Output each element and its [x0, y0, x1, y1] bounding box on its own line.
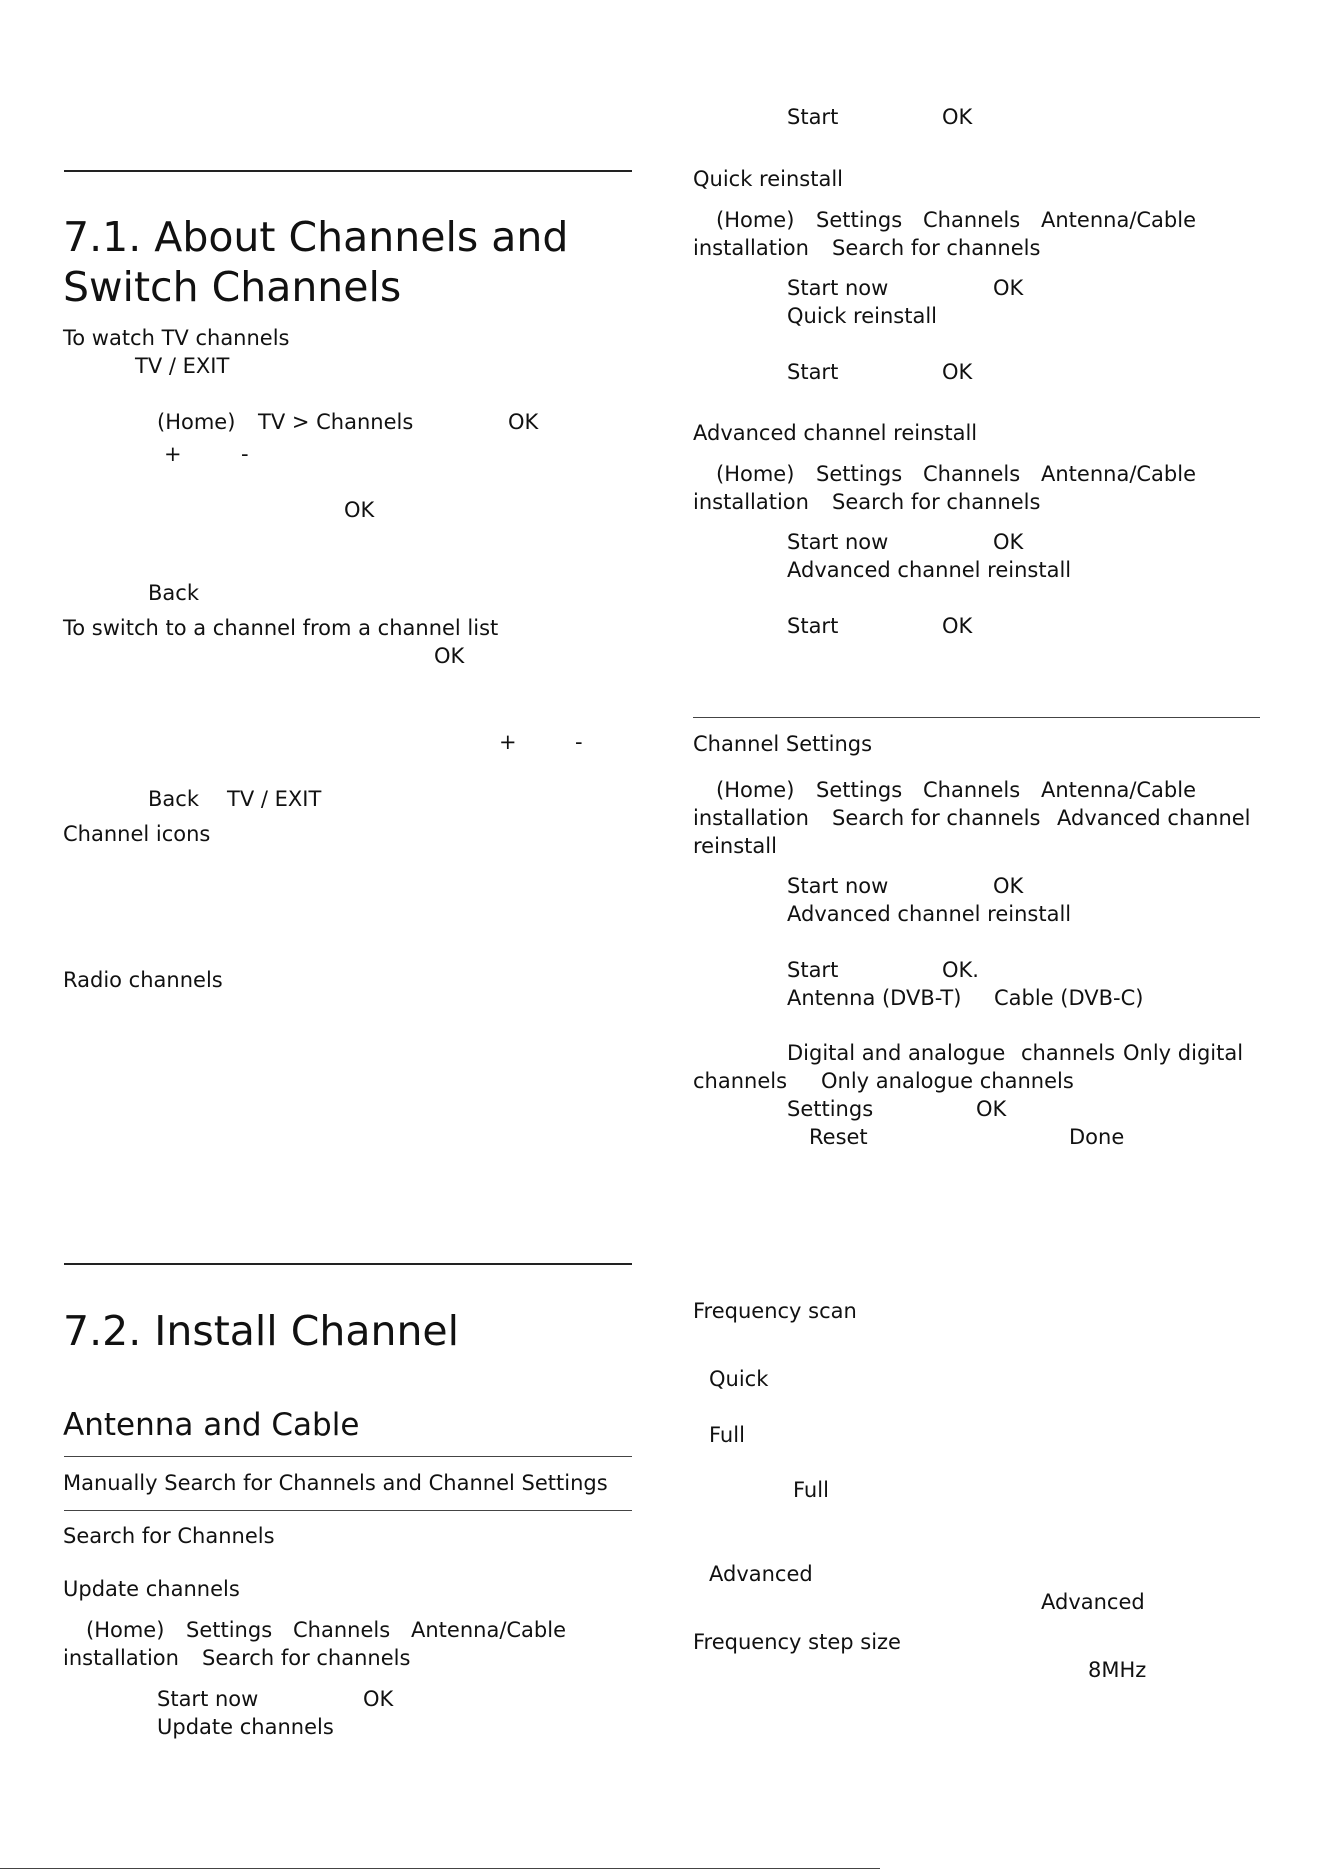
frequency-scan-heading: Frequency scan [693, 1299, 857, 1323]
ok-label: OK [976, 1097, 1007, 1121]
search-for-channels-label: Search for channels [832, 490, 1041, 514]
switch-channel-heading: To switch to a channel from a channel list [63, 616, 499, 640]
section-title-7-1-line2: Switch Channels [63, 263, 402, 311]
ok-label: OK [993, 530, 1024, 554]
quick-label: Quick [709, 1367, 769, 1391]
advanced-channel-label: Advanced channel [1057, 806, 1251, 830]
section-title-7-1-line1: 7.1. About Channels and [63, 213, 569, 261]
home-label: (Home) [86, 1618, 165, 1642]
start-now-label: Start now [787, 276, 889, 300]
ok-label: OK [942, 614, 973, 638]
search-for-channels-label: Search for channels [202, 1646, 411, 1670]
channels-label: Channels [923, 778, 1021, 802]
section-divider [64, 1263, 632, 1265]
reinstall-label: reinstall [693, 834, 777, 858]
home-label: (Home) [157, 410, 236, 434]
installation-label: installation [693, 806, 809, 830]
full-label: Full [709, 1423, 745, 1447]
radio-channels-heading: Radio channels [63, 968, 223, 992]
channel-icons-heading: Channel icons [63, 822, 211, 846]
plus-label: + [499, 730, 517, 754]
reset-label: Reset [809, 1125, 868, 1149]
antenna-cable-heading: Antenna and Cable [63, 1407, 360, 1443]
start-now-label: Start now [787, 874, 889, 898]
search-for-channels-label: Search for channels [832, 236, 1041, 260]
tv-channels-label: TV > Channels [258, 410, 414, 434]
start-label: Start [787, 105, 839, 129]
start-now-label: Start now [787, 530, 889, 554]
installation-label: installation [63, 1646, 179, 1670]
only-analogue-label: Only analogue channels [821, 1069, 1074, 1093]
quick-reinstall-heading: Quick reinstall [693, 167, 844, 191]
quick-reinstall-label: Quick reinstall [787, 304, 938, 328]
cable-dvbc-label: Cable (DVB-C) [994, 986, 1144, 1010]
ok-label: OK [344, 498, 375, 522]
advanced-label: Advanced [1041, 1590, 1145, 1614]
done-label: Done [1069, 1125, 1125, 1149]
antenna-cable-label: Antenna/Cable [411, 1618, 567, 1642]
channels-label: Channels [293, 1618, 391, 1642]
installation-label: installation [693, 236, 809, 260]
start-label: Start [787, 614, 839, 638]
ok-label: OK [942, 105, 973, 129]
installation-label: installation [693, 490, 809, 514]
settings-label: Settings [186, 1618, 273, 1642]
minus-label: - [241, 442, 249, 466]
ok-label: OK [508, 410, 539, 434]
ok-label: OK [363, 1687, 394, 1711]
tv-exit-label: TV / EXIT [135, 354, 230, 378]
frequency-step-size-heading: Frequency step size [693, 1630, 901, 1654]
subsection-divider [693, 717, 1260, 718]
settings-label: Settings [816, 208, 903, 232]
ok-label: OK [993, 276, 1024, 300]
antenna-cable-label: Antenna/Cable [1041, 208, 1197, 232]
update-channels-label: Update channels [157, 1715, 334, 1739]
channel-settings-heading: Channel Settings [693, 732, 873, 756]
home-label: (Home) [716, 778, 795, 802]
section-divider [64, 170, 632, 172]
channels-word: channels [693, 1069, 788, 1093]
channels-word: channels [1021, 1041, 1116, 1065]
settings-label: Settings [787, 1097, 874, 1121]
ok-label: OK [993, 874, 1024, 898]
home-label: (Home) [716, 462, 795, 486]
antenna-cable-label: Antenna/Cable [1041, 778, 1197, 802]
page-footer-line [0, 1868, 880, 1869]
channels-label: Channels [923, 462, 1021, 486]
ok-label: OK [434, 644, 465, 668]
advanced-reinstall-heading: Advanced channel reinstall [693, 421, 978, 445]
ok-label: OK [942, 360, 973, 384]
watch-tv-heading: To watch TV channels [63, 326, 290, 350]
manual-search-heading: Manually Search for Channels and Channel Settings [63, 1471, 608, 1495]
search-channels-heading: Search for Channels [63, 1524, 275, 1548]
subsection-divider [64, 1456, 632, 1457]
start-label: Start [787, 958, 839, 982]
back-label: Back [148, 787, 199, 811]
digital-analogue-label: Digital and analogue [787, 1041, 1006, 1065]
home-label: (Home) [716, 208, 795, 232]
only-digital-label: Only digital [1123, 1041, 1244, 1065]
tv-exit-label: TV / EXIT [227, 787, 322, 811]
full-label: Full [793, 1478, 829, 1502]
search-for-channels-label: Search for channels [832, 806, 1041, 830]
minus-label: - [575, 730, 583, 754]
settings-label: Settings [816, 778, 903, 802]
start-label: Start [787, 360, 839, 384]
advanced-reinstall-label: Advanced channel reinstall [787, 558, 1072, 582]
ok-label: OK. [942, 958, 979, 982]
advanced-label: Advanced [709, 1562, 813, 1586]
subsection-divider [64, 1510, 632, 1511]
antenna-cable-label: Antenna/Cable [1041, 462, 1197, 486]
settings-label: Settings [816, 462, 903, 486]
plus-label: + [164, 442, 182, 466]
section-title-7-2: 7.2. Install Channel [63, 1307, 460, 1355]
start-now-label: Start now [157, 1687, 259, 1711]
antenna-dvbt-label: Antenna (DVB-T) [787, 986, 962, 1010]
advanced-reinstall-label: Advanced channel reinstall [787, 902, 1072, 926]
update-channels-heading: Update channels [63, 1577, 240, 1601]
channels-label: Channels [923, 208, 1021, 232]
step-size-value: 8MHz [1088, 1658, 1147, 1682]
back-label: Back [148, 581, 199, 605]
